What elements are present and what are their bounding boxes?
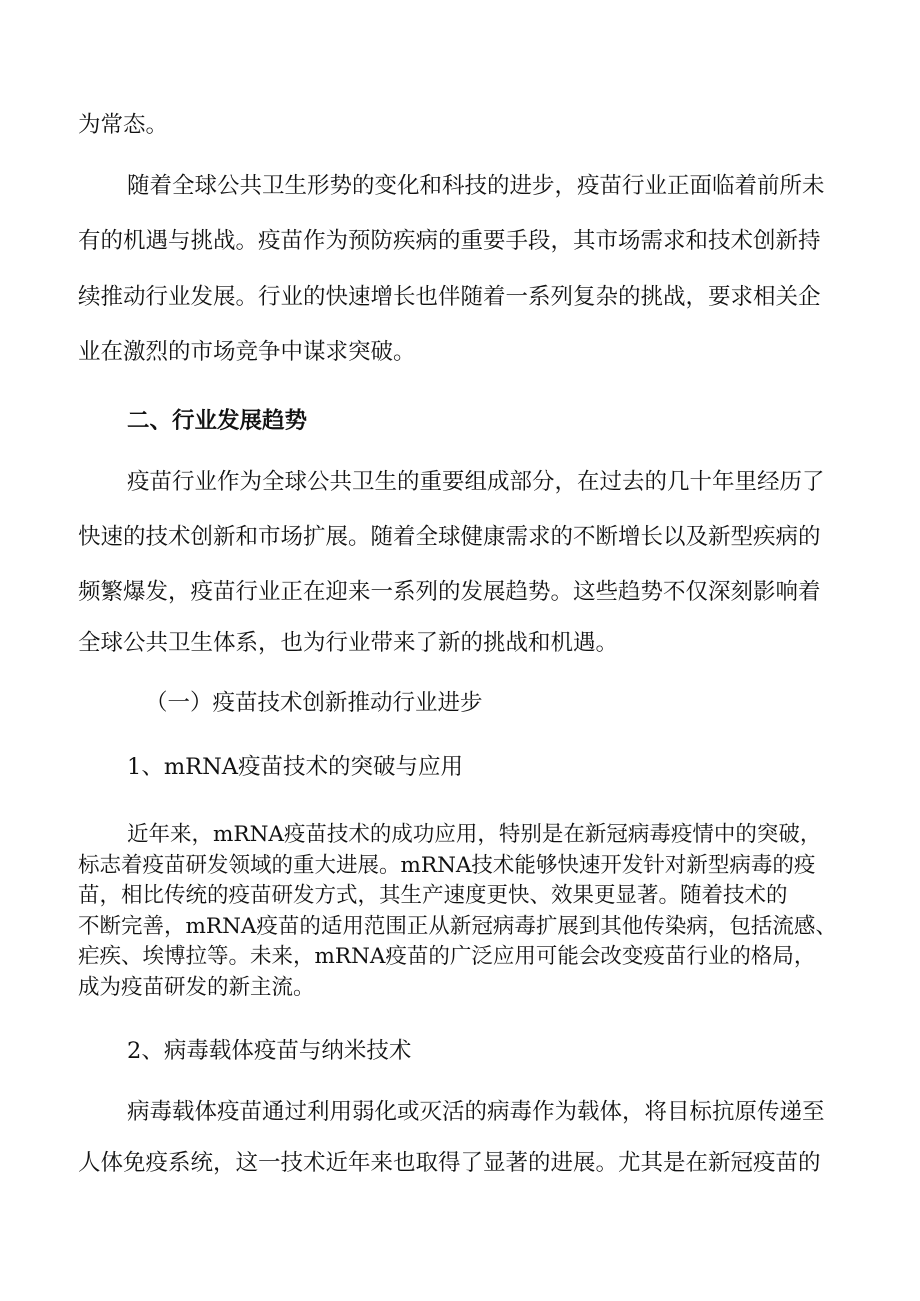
paragraph-line: 标志着疫苗研发领域的重大进展。mRNA技术能够快速开发针对新型病毒的疫 (78, 853, 816, 878)
paragraph-line: 成为疫苗研发的新主流。 (78, 975, 315, 1000)
paragraph-line: 快速的技术创新和市场扩展。随着全球健康需求的不断增长以及新型疾病的 (78, 524, 821, 550)
section-heading: 二、行业发展趋势 (127, 408, 308, 434)
paragraph-line: 不断完善，mRNA疫苗的适用范围正从新冠病毒扩展到其他传染病，包括流感、 (78, 914, 837, 939)
paragraph-line: 苗，相比传统的疫苗研发方式，其生产速度更快、效果更显著。随着技术的 (78, 883, 788, 908)
item-heading: 2、病毒载体疫苗与纳米技术 (127, 1038, 412, 1064)
paragraph-line: 疟疾、埃博拉等。未来，mRNA疫苗的广泛应用可能会改变疫苗行业的格局， (78, 944, 816, 969)
paragraph-line: 随着全球公共卫生形势的变化和科技的进步，疫苗行业正面临着前所未 (127, 173, 825, 199)
paragraph-line: 人体免疫系统，这一技术近年来也取得了显著的进展。尤其是在新冠疫苗的 (78, 1150, 821, 1176)
paragraph-line: 近年来，mRNA疫苗技术的成功应用，特别是在新冠病毒疫情中的突破， (127, 822, 822, 847)
paragraph-line: 病毒载体疫苗通过利用弱化或灭活的病毒作为载体，将目标抗原传递至 (127, 1099, 825, 1125)
subsection-heading: （一）疫苗技术创新推动行业进步 (145, 690, 483, 716)
paragraph-line: 疫苗行业作为全球公共卫生的重要组成部分，在过去的几十年里经历了 (127, 469, 825, 495)
paragraph-line: 为常态。 (78, 112, 169, 138)
paragraph-line: 频繁爆发，疫苗行业正在迎来一系列的发展趋势。这些趋势不仅深刻影响着 (78, 579, 821, 605)
item-heading: 1、mRNA疫苗技术的突破与应用 (127, 754, 464, 780)
paragraph-line: 续推动行业发展。行业的快速增长也伴随着一系列复杂的挑战，要求相关企 (78, 284, 821, 310)
paragraph-line: 业在激烈的市场竞争中谋求突破。 (78, 339, 416, 365)
paragraph-line: 有的机遇与挑战。疫苗作为预防疾病的重要手段，其市场需求和技术创新持 (78, 228, 821, 254)
paragraph-line: 全球公共卫生体系，也为行业带来了新的挑战和机遇。 (78, 630, 619, 656)
